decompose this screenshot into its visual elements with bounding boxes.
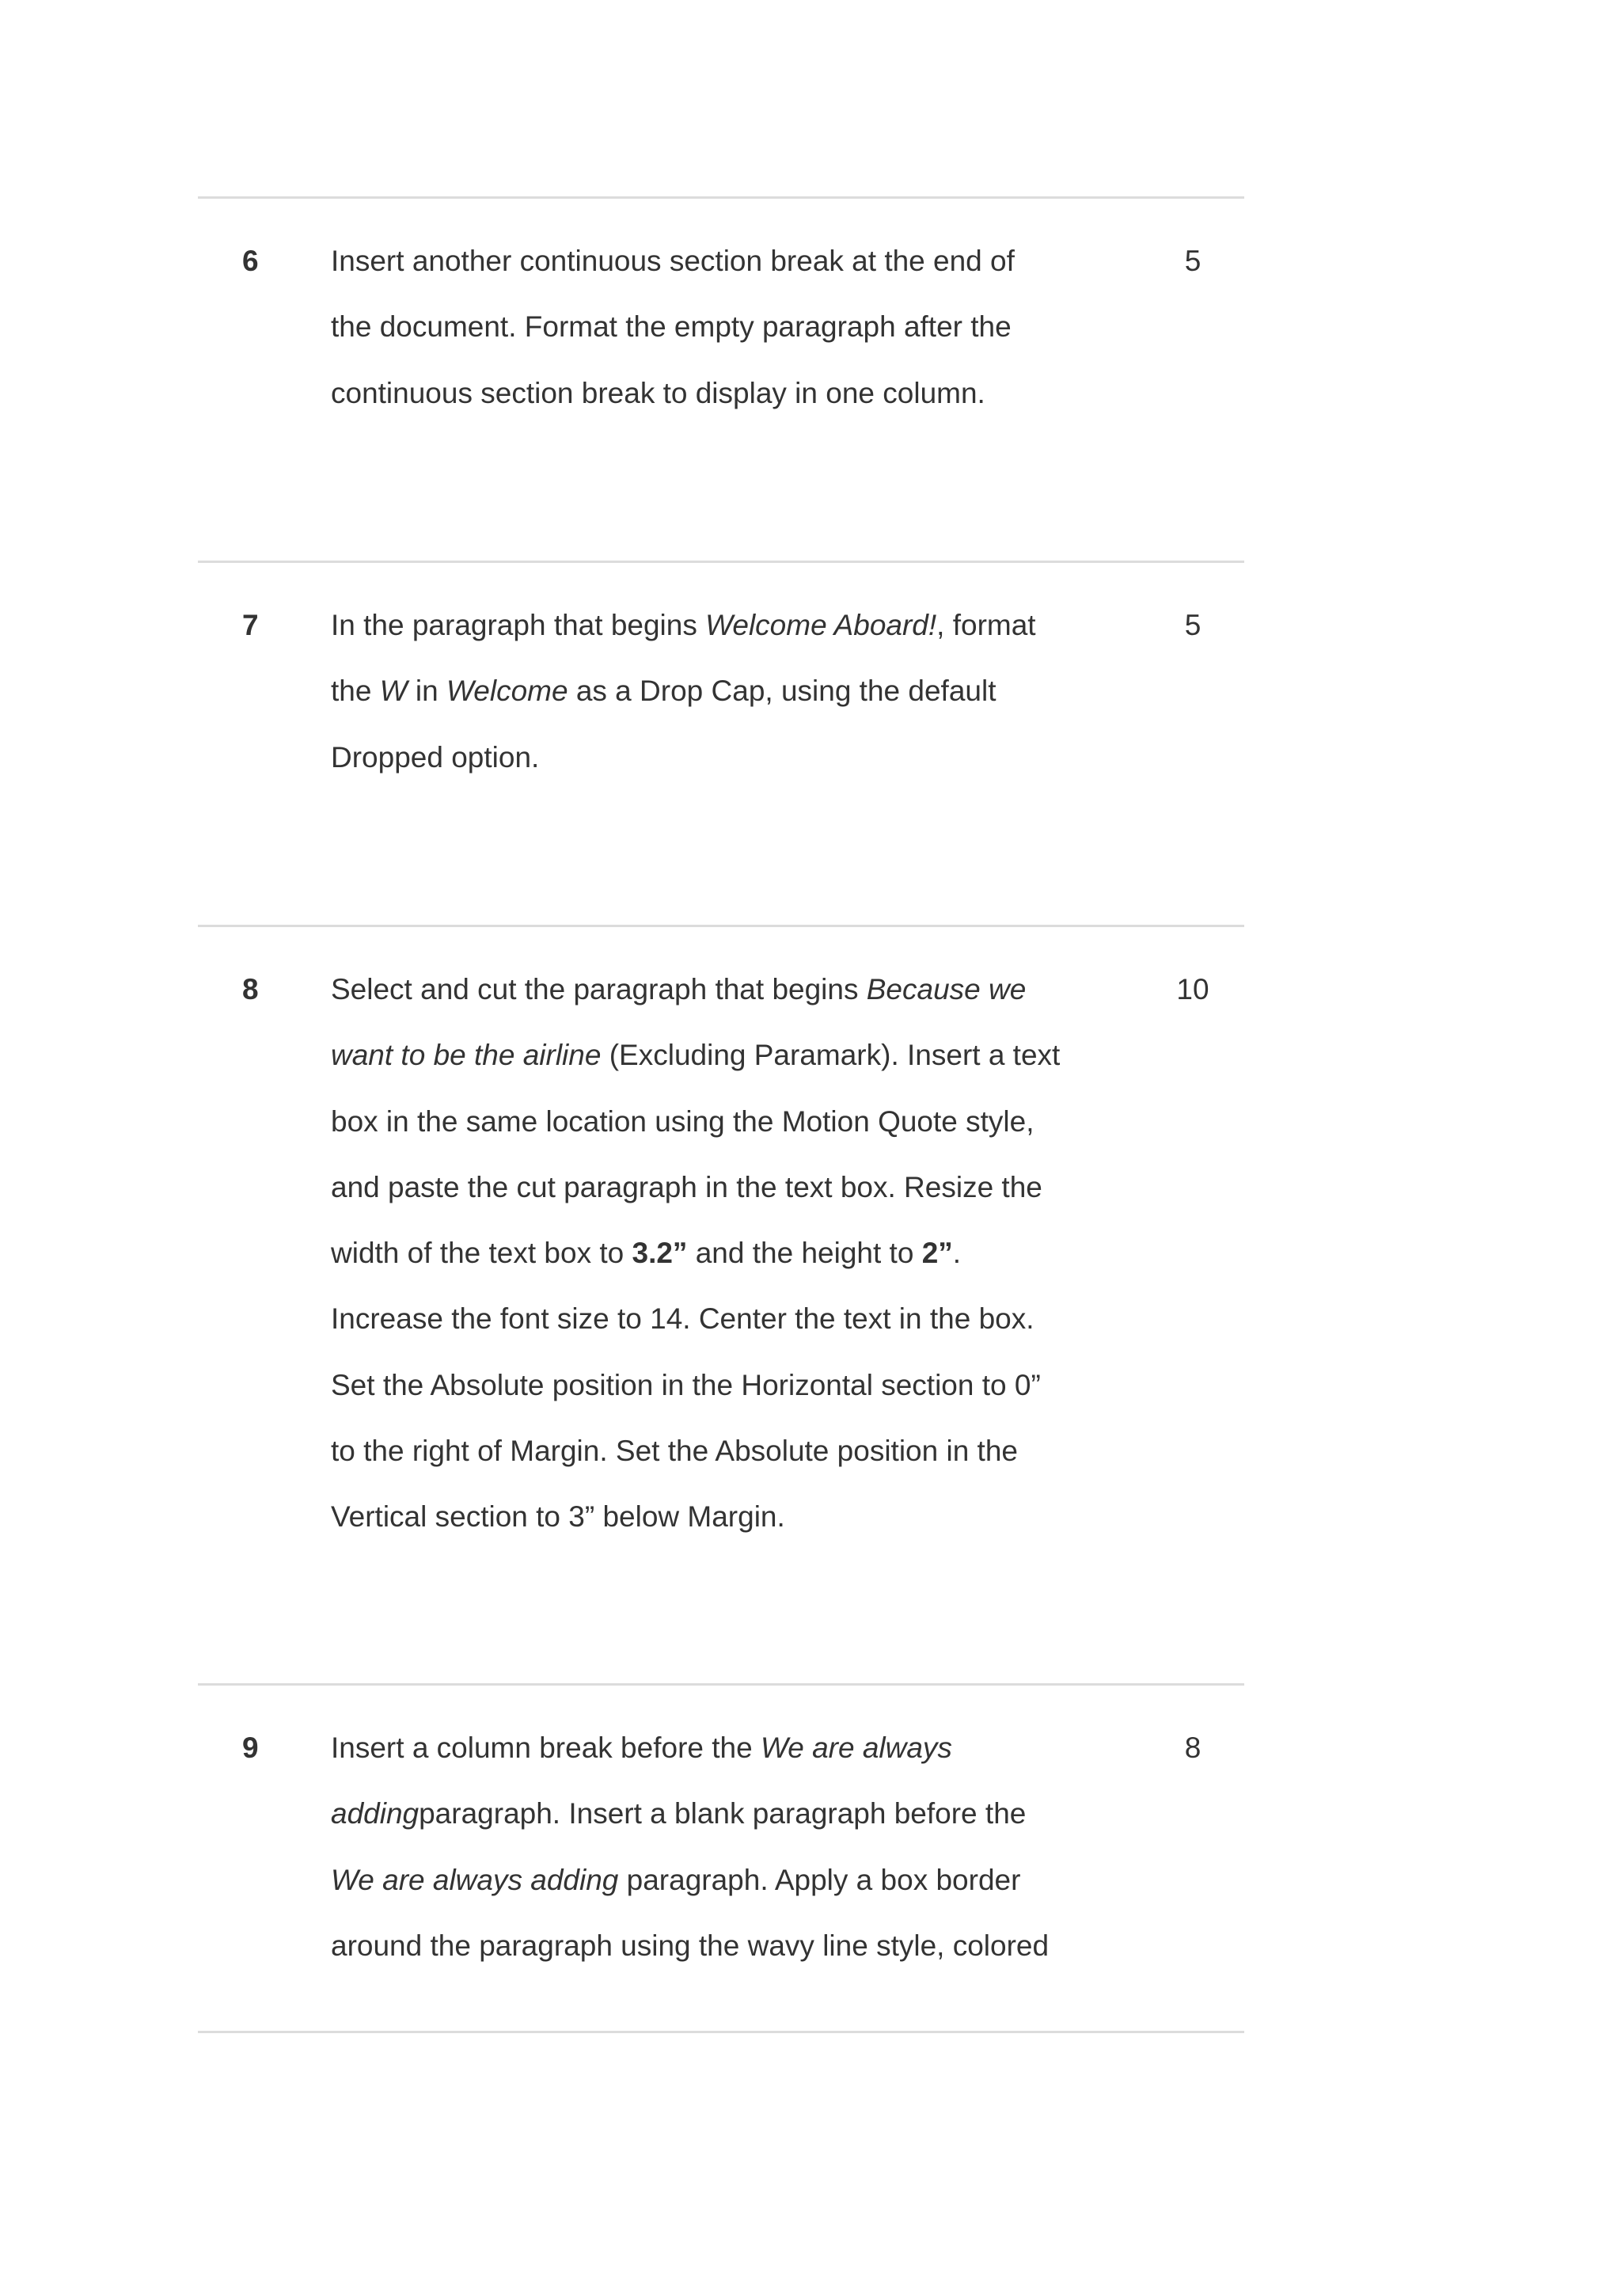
- row-divider: [198, 196, 1244, 199]
- text-run: paragraph. Insert a blank paragraph before the: [419, 1797, 1027, 1830]
- text-run: Because we: [866, 973, 1027, 1005]
- step-points: 5: [1184, 609, 1202, 641]
- description-line: [331, 658, 1107, 724]
- text-run: 3.2”: [632, 1237, 688, 1270]
- description-line: [331, 1022, 1107, 1088]
- row-divider: [198, 925, 1244, 927]
- description-line: [331, 1089, 1107, 1154]
- description-line: [331, 1418, 1107, 1484]
- description-line: [331, 1220, 1107, 1286]
- text-run: to the right of Margin. Set the Absolute position in the: [331, 1435, 1018, 1468]
- text-run: , format: [936, 609, 1036, 641]
- text-run: in: [407, 675, 447, 708]
- text-run: the document. Format the empty paragraph after the: [331, 310, 1012, 344]
- text-run: width of the text box to: [331, 1237, 632, 1270]
- text-run: Welcome: [446, 675, 568, 708]
- description-line: [331, 228, 1107, 294]
- step-number: 6: [242, 245, 259, 277]
- text-run: adding: [331, 1797, 419, 1830]
- text-run: Vertical section to 3” below Margin.: [331, 1500, 785, 1534]
- step-description: [331, 956, 1107, 1550]
- text-run: and paste the cut paragraph in the text box. Resize the: [331, 1170, 1042, 1203]
- text-run: We are always: [760, 1732, 952, 1764]
- step-points: 5: [1184, 245, 1202, 277]
- text-run: 2”: [921, 1237, 953, 1270]
- text-run: and the height to: [687, 1237, 922, 1270]
- description-line: [331, 592, 1107, 658]
- text-run: Select and cut the paragraph that begins: [331, 973, 867, 1005]
- text-run: Set the Absolute position in the Horizontal section to 0”: [331, 1368, 1041, 1401]
- text-run: box in the same location using the Motion Quote style,: [331, 1104, 1034, 1138]
- text-run: continuous section break to display in one column.: [331, 376, 985, 409]
- step-number: 7: [242, 609, 259, 641]
- text-run: Insert another continuous section break at the end of: [331, 245, 1015, 277]
- row-divider: [198, 2031, 1244, 2033]
- description-line: [331, 1781, 1107, 1846]
- description-line: [331, 1847, 1107, 1913]
- description-line: [331, 294, 1107, 359]
- text-run: (Excluding Paramark). Insert a text: [601, 1039, 1061, 1072]
- row-divider: [198, 561, 1244, 563]
- description-line: [331, 1913, 1107, 1979]
- step-description: [331, 592, 1107, 790]
- text-run: Increase the font size to 14. Center the text in the box.: [331, 1302, 1034, 1336]
- description-line: [331, 1715, 1107, 1781]
- step-number: 8: [242, 973, 259, 1005]
- text-run: the: [331, 675, 380, 708]
- text-run: around the paragraph using the wavy line style, colored: [331, 1929, 1050, 1962]
- description-line: [331, 724, 1107, 790]
- text-run: Welcome Aboard!: [705, 609, 937, 641]
- description-line: [331, 1154, 1107, 1220]
- description-line: [331, 1352, 1107, 1418]
- step-description: [331, 228, 1107, 426]
- text-run: In the paragraph that begins: [331, 609, 706, 641]
- step-points: 10: [1176, 973, 1209, 1005]
- text-run: We are always adding: [331, 1863, 619, 1896]
- text-run: Insert a column break before the: [331, 1732, 761, 1764]
- row-divider: [198, 1683, 1244, 1686]
- step-points: 8: [1184, 1732, 1202, 1764]
- text-run: .: [952, 1237, 962, 1270]
- text-run: Dropped option.: [331, 740, 540, 774]
- text-run: paragraph. Apply a box border: [618, 1863, 1021, 1896]
- description-line: [331, 1484, 1107, 1549]
- description-line: [331, 1286, 1107, 1351]
- step-number: 9: [242, 1732, 259, 1764]
- text-run: as a Drop Cap, using the default: [568, 675, 997, 708]
- text-run: want to be the airline: [331, 1039, 602, 1072]
- text-run: W: [379, 675, 408, 708]
- description-line: [331, 956, 1107, 1022]
- step-description: [331, 1715, 1107, 1979]
- description-line: [331, 360, 1107, 426]
